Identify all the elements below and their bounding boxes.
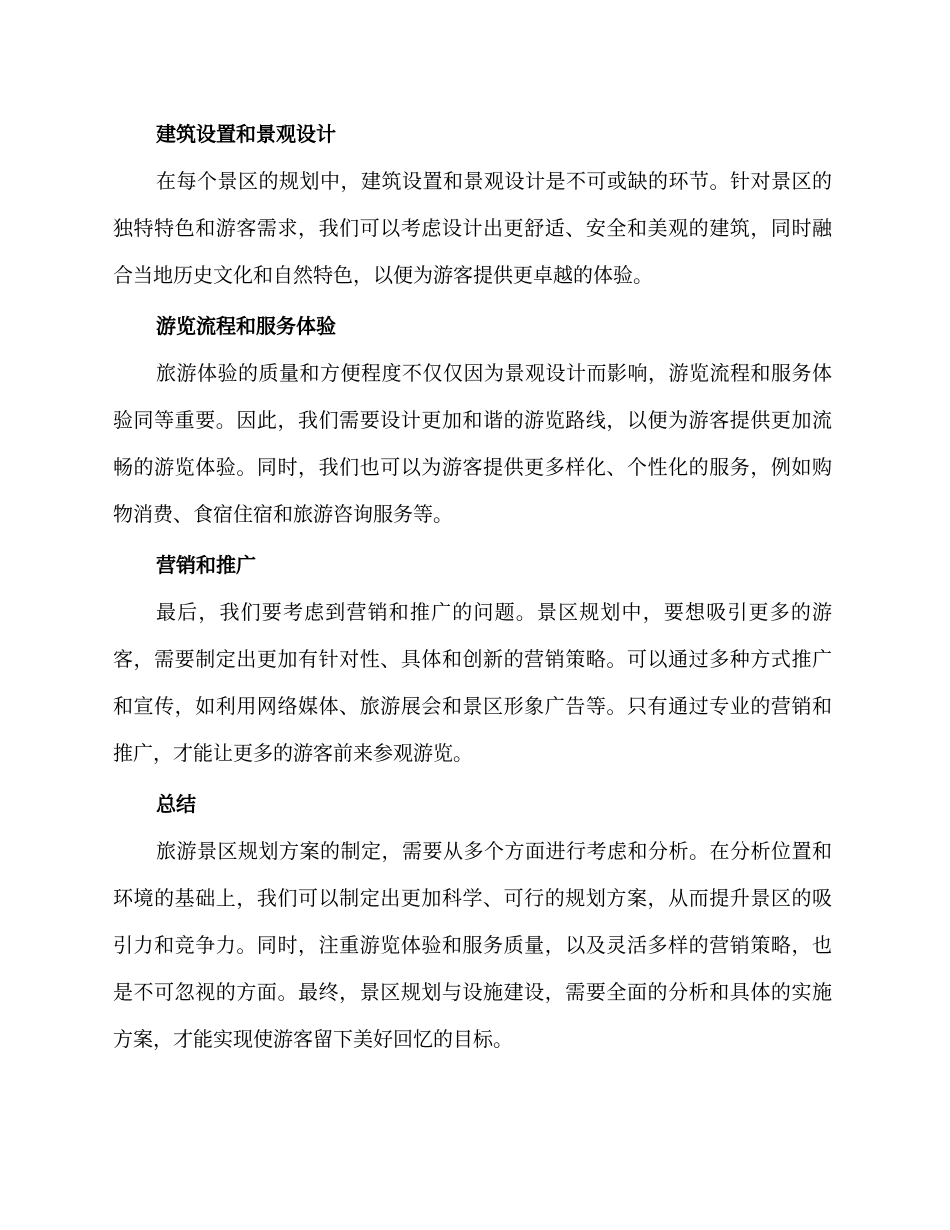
section-tour-process — [113, 302, 832, 538]
section-heading: 建筑设置和景观设计 — [156, 122, 336, 146]
section-paragraph: 旅游体验的质量和方便程度不仅仅因为景观设计而影响，游览流程和服务体验同等重要。因此，我们需要设计更加和谐的游览路线，以便为游客提供更加流畅的游览体验。同时，我们也可以为游客提供更多样化、个性化的服务，例如购物消费、食宿住宿和旅游咨询服务等。 — [113, 361, 832, 526]
section-architecture — [113, 110, 832, 299]
section-paragraph: 最后，我们要考虑到营销和推广的问题。景区规划中，要想吸引更多的游客，需要制定出更加有针对性、具体和创新的营销策略。可以通过多种方式推广和宣传，如利用网络媒体、旅游展会和景区形象广告等。只有通过专业的营销和推广，才能让更多的游客前来参观游览。 — [113, 600, 832, 765]
section-paragraph: 在每个景区的规划中，建筑设置和景观设计是不可或缺的环节。针对景区的独特特色和游客需求，我们可以考虑设计出更舒适、安全和美观的建筑，同时融合当地历史文化和自然特色，以便为游客提供更卓越的体验。 — [113, 169, 832, 287]
section-paragraph: 旅游景区规划方案的制定，需要从多个方面进行考虑和分析。在分析位置和环境的基础上，我们可以制定出更加科学、可行的规划方案，从而提升景区的吸引力和竞争力。同时，注重游览体验和服务质量，以及灵活多样的营销策略，也是不可忽视的方面。最终，景区规划与设施建设，需要全面的分析和具体的实施方案，才能实现使游客留下美好回忆的目标。 — [113, 839, 832, 1051]
section-heading: 总结 — [156, 792, 196, 816]
section-heading: 营销和推广 — [156, 553, 256, 577]
section-heading: 游览流程和服务体验 — [156, 314, 336, 338]
section-summary — [113, 780, 832, 1063]
section-marketing — [113, 541, 832, 777]
